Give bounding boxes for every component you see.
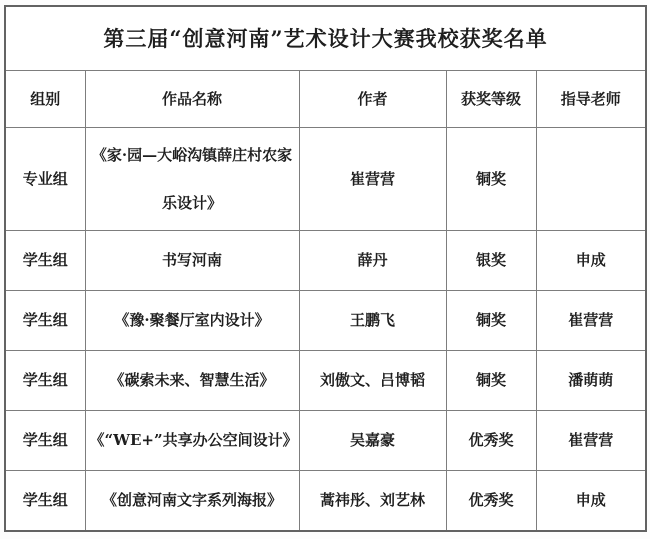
table-row [5,128,646,231]
cell-group: 学生组 [5,470,85,531]
table-row [5,410,646,470]
cell-work: 《创意河南文字系列海报》 [85,470,299,531]
cell-advisor: 申成 [536,230,646,290]
page-title: 第三届“创意河南”艺术设计大赛我校获奖名单 [5,6,646,71]
cell-group: 学生组 [5,290,85,350]
cell-advisor: 潘萌萌 [536,350,646,410]
title-row [5,6,646,71]
header-row [5,71,646,128]
cell-work: 《碳索未来、智慧生活》 [85,350,299,410]
cell-advisor: 申成 [536,470,646,531]
cell-award: 铜奖 [446,128,536,231]
cell-group: 学生组 [5,230,85,290]
table-row [5,470,646,531]
header-author: 作者 [299,71,446,128]
cell-work: 《“WE+”共享办公空间设计》 [85,410,299,470]
table-row [5,230,646,290]
cell-author: 刘傲文、吕博韬 [299,350,446,410]
header-group: 组别 [5,71,85,128]
cell-award: 铜奖 [446,350,536,410]
cell-award: 优秀奖 [446,470,536,531]
cell-advisor: 崔营营 [536,290,646,350]
cell-author: 王鹏飞 [299,290,446,350]
cell-group: 学生组 [5,350,85,410]
cell-author: 薛丹 [299,230,446,290]
table-row [5,350,646,410]
header-advisor: 指导老师 [536,71,646,128]
cell-advisor: 崔营营 [536,410,646,470]
cell-award: 优秀奖 [446,410,536,470]
cell-author: 吴嘉豪 [299,410,446,470]
header-award: 获奖等级 [446,71,536,128]
cell-advisor [536,128,646,231]
table-row [5,290,646,350]
cell-author: 蒿祎彤、刘艺林 [299,470,446,531]
cell-group: 学生组 [5,410,85,470]
cell-work: 《家·园—大峪沟镇薛庄村农家乐设计》 [85,128,299,231]
header-work: 作品名称 [85,71,299,128]
award-table [4,5,647,532]
cell-award: 银奖 [446,230,536,290]
cell-group: 专业组 [5,128,85,231]
cell-work: 书写河南 [85,230,299,290]
cell-author: 崔营营 [299,128,446,231]
cell-work: 《豫·聚餐厅室内设计》 [85,290,299,350]
cell-award: 铜奖 [446,290,536,350]
